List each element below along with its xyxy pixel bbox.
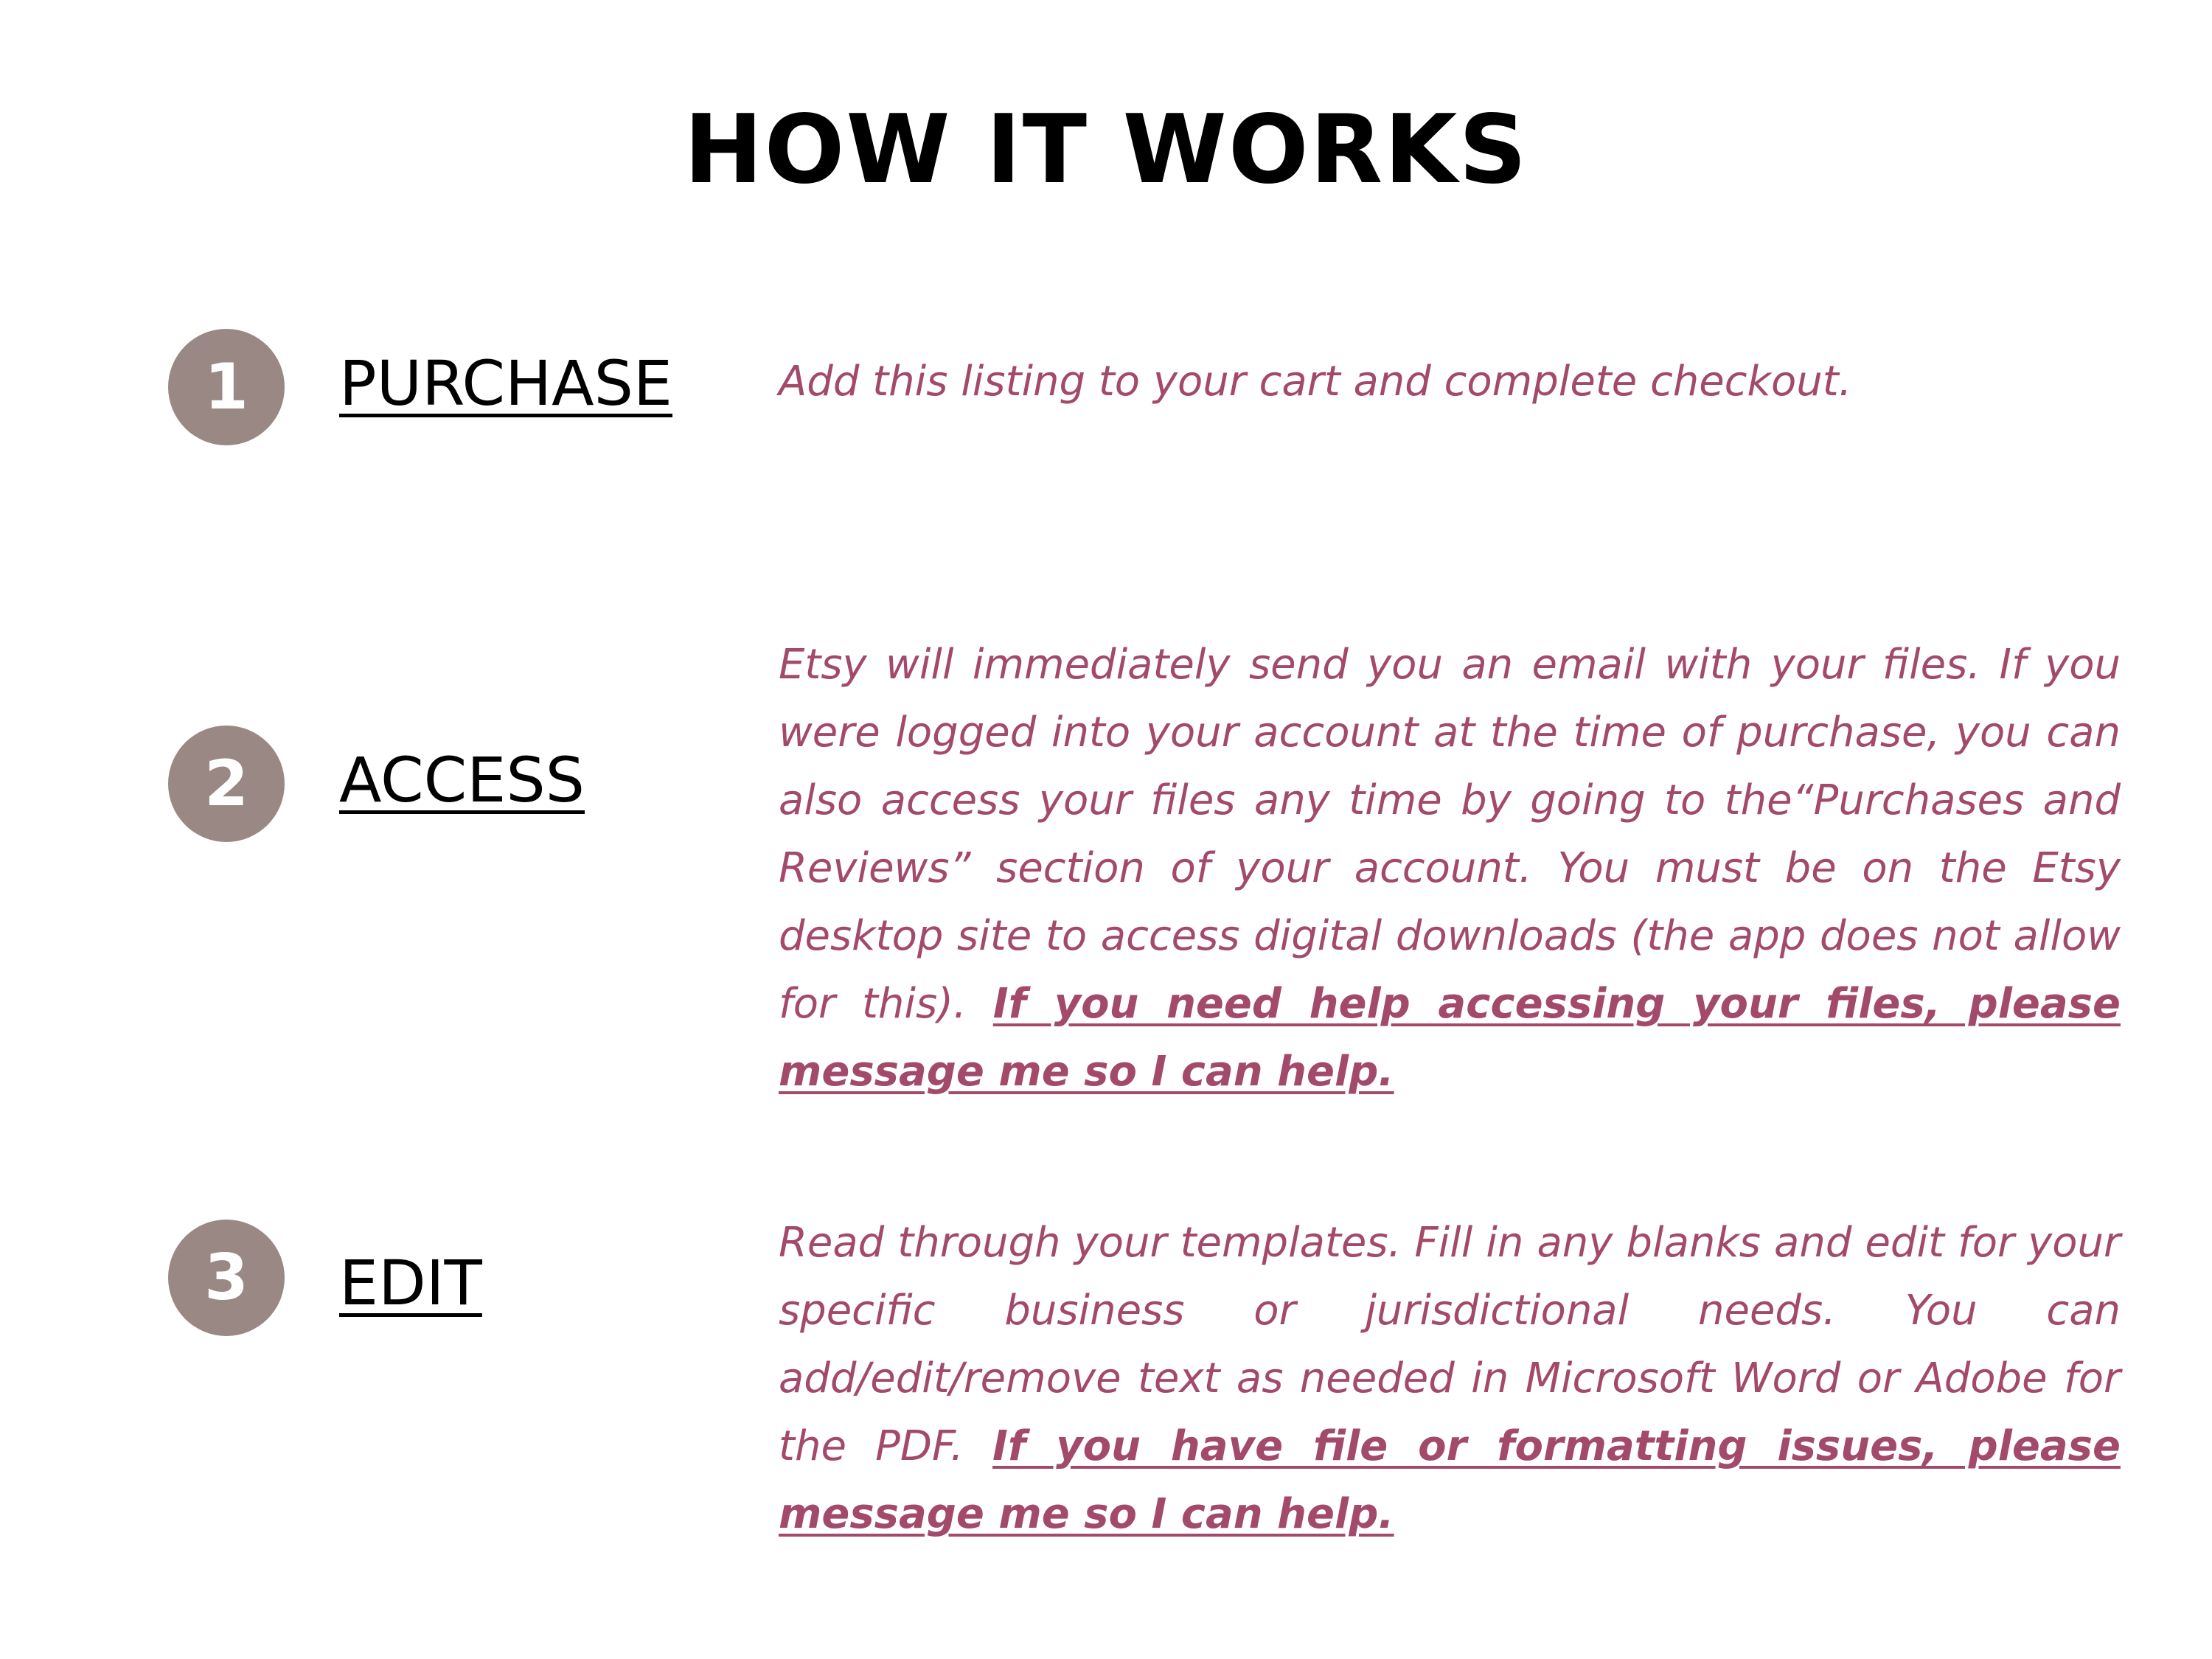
step-1-description-text: Add this listing to your cart and complete checkout. [779, 358, 1852, 406]
step-3-number-badge: 3 [168, 1220, 285, 1336]
step-2-help-link[interactable]: If you need help accessing your files, please message me so I can help. [779, 980, 2121, 1096]
step-2-description-text: Etsy will immediately send you an email with your files. If you were logged into your account at the time of purchase, you can also access your files any time by going to the“Purchases and Reviews” section of your account. You must be on the Etsy desktop site to access digital downloads (the app does not allow for this). [779, 641, 2121, 1028]
step-1-number-badge: 1 [168, 329, 285, 445]
step-1-description [779, 348, 2121, 416]
step-3-description-text: Read through your templates. Fill in any blanks and edit for your specific business or jurisdictional needs. You can add/edit/remove text as needed in Microsoft Word or Adobe for the PDF. [779, 1219, 2121, 1470]
step-2-description [779, 631, 2121, 1106]
step-1-label-purchase: PURCHASE [339, 347, 672, 420]
step-2-label-access: ACCESS [339, 744, 585, 816]
step-2-number-badge: 2 [168, 726, 285, 842]
step-3-help-link[interactable]: If you have file or formatting issues, please message me so I can help. [779, 1422, 2121, 1538]
step-3-label-edit: EDIT [339, 1247, 482, 1319]
step-3-description [779, 1209, 2121, 1548]
page-title: HOW IT WORKS [684, 95, 1528, 205]
